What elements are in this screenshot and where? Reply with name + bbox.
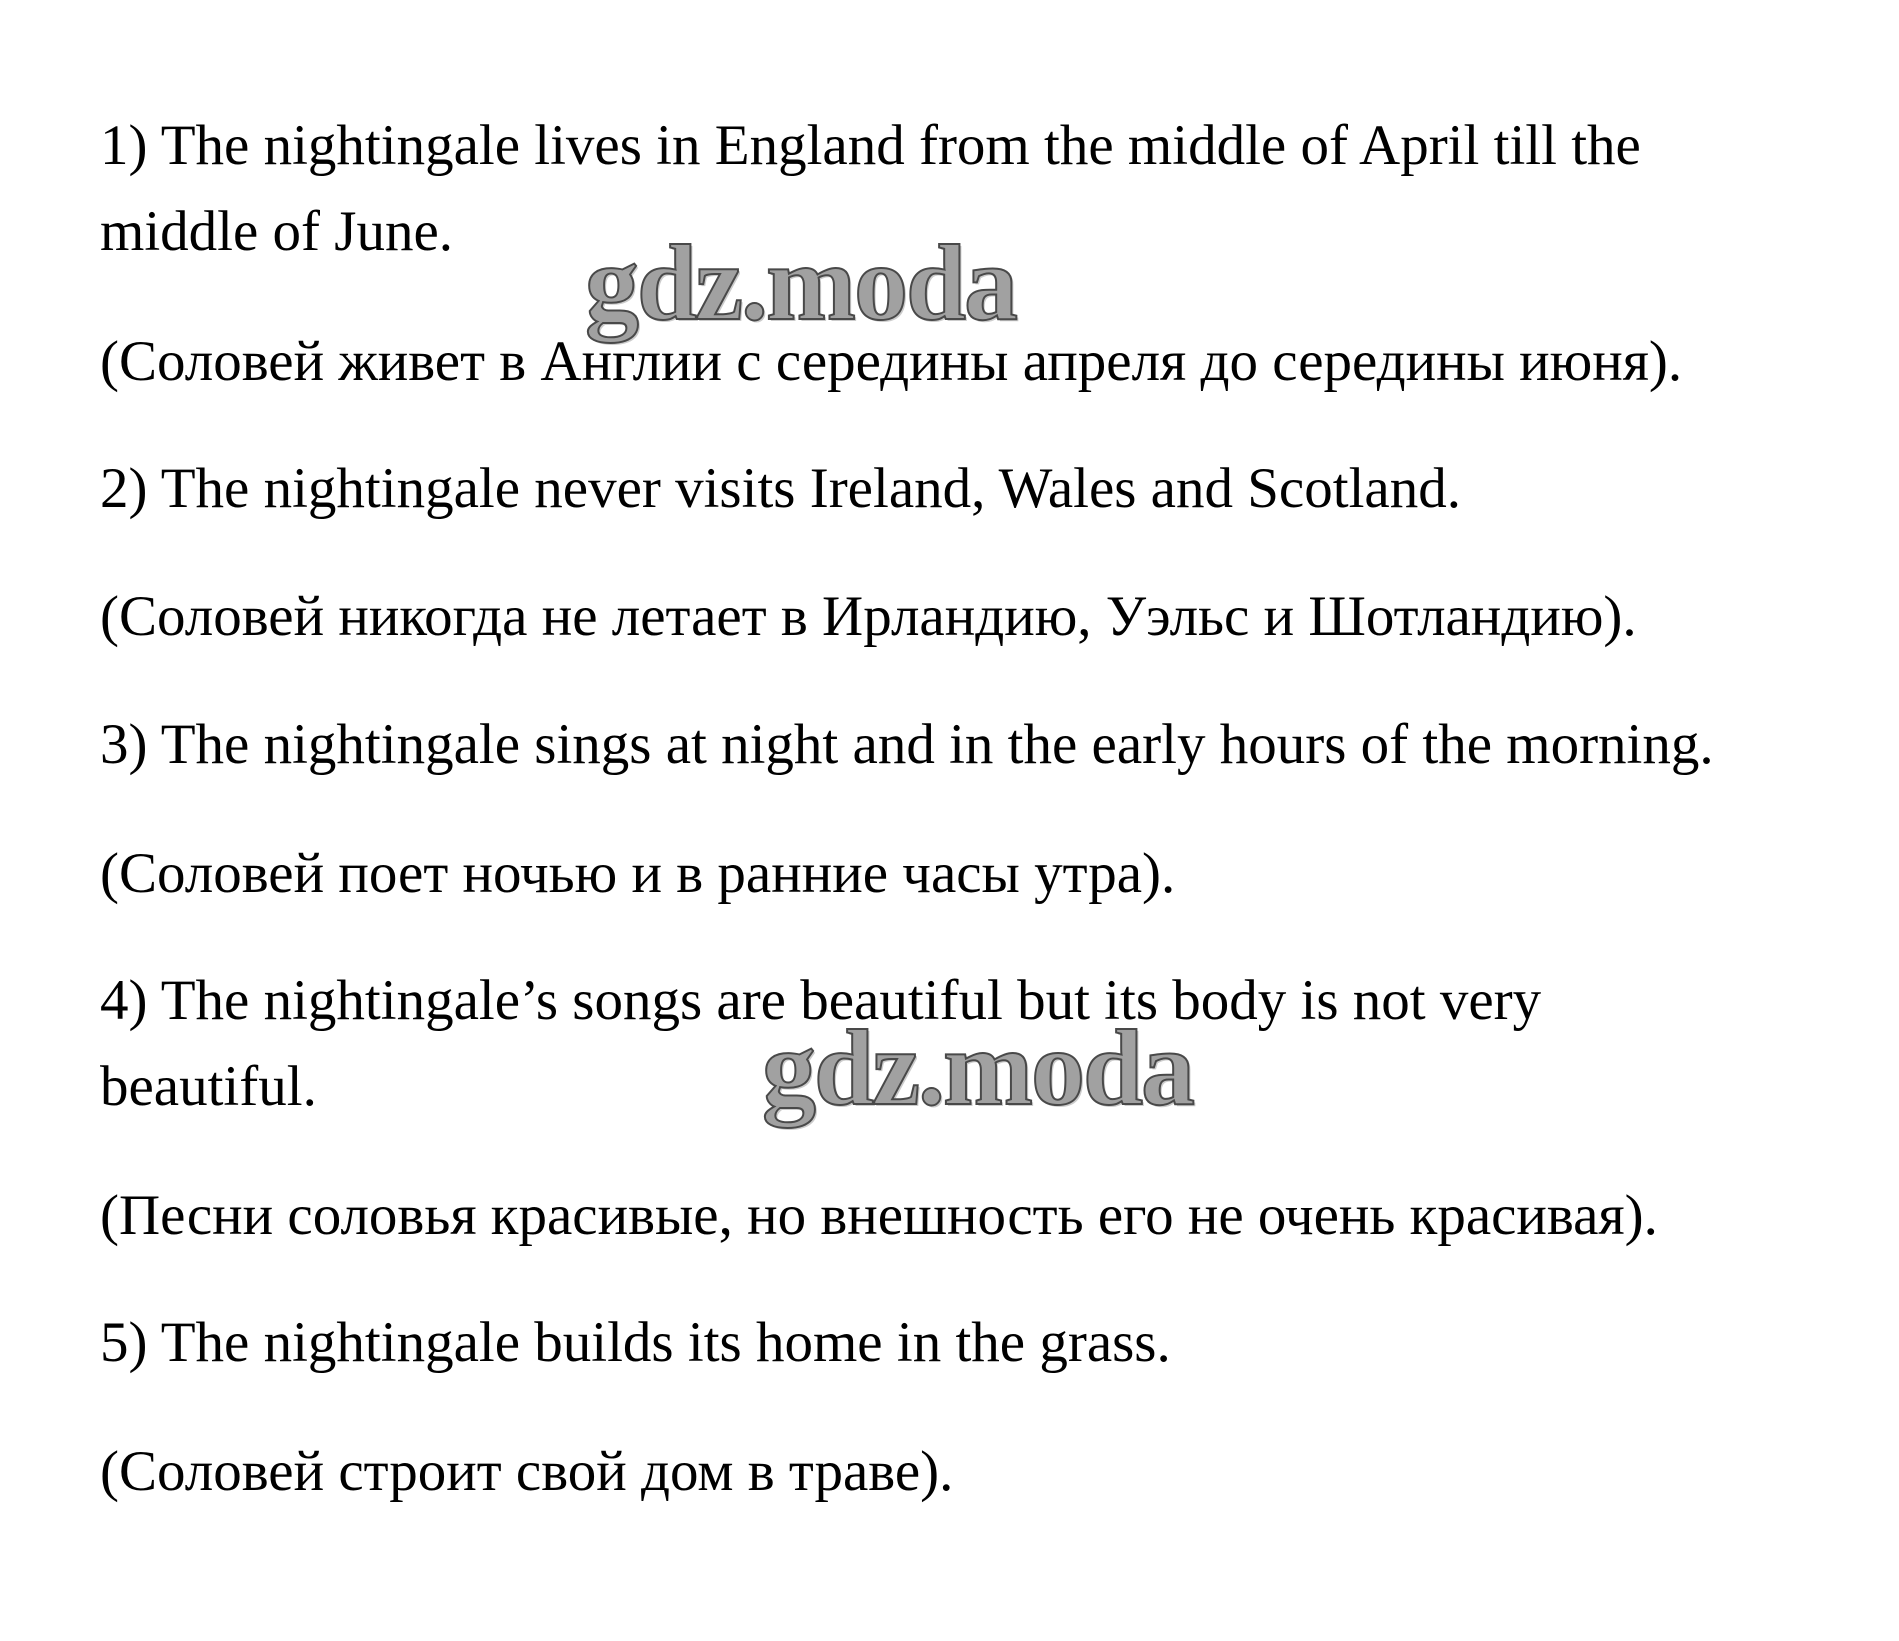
- answer-2-russian-translation: (Соловей никогда не летает в Ирландию, Уэльс и Шотландию).: [100, 585, 1637, 648]
- watermark-logo-top: gdz.moda: [585, 224, 1017, 343]
- answer-4-russian-translation: (Песни соловья красивые, но внешность его не очень красивая).: [100, 1184, 1658, 1247]
- answer-2-english: 2) The nightingale never visits Ireland, Wales and Scotland.: [100, 457, 1461, 520]
- answer-1-english-line-2: middle of June.: [100, 200, 454, 263]
- answer-3-english: 3) The nightingale sings at night and in the early hours of the morning.: [100, 713, 1714, 776]
- answer-5-english: 5) The nightingale builds its home in the grass.: [100, 1311, 1171, 1374]
- answer-1-english-line-1: 1) The nightingale lives in England from the middle of April till the: [100, 114, 1641, 177]
- answer-4-english-line-1: 4) The nightingale’s songs are beautiful but its body is not very: [100, 969, 1542, 1032]
- watermark-logo-bottom: gdz.moda: [762, 1009, 1194, 1128]
- answer-4-english-line-2: beautiful.: [100, 1055, 317, 1118]
- answer-5-russian-translation: (Соловей строит свой дом в траве).: [100, 1440, 954, 1503]
- answer-3-russian-translation: (Соловей поет ночью и в ранние часы утра).: [100, 842, 1176, 905]
- answer-1-russian-translation: (Соловей живет в Англии с середины апреля до середины июня).: [100, 330, 1683, 393]
